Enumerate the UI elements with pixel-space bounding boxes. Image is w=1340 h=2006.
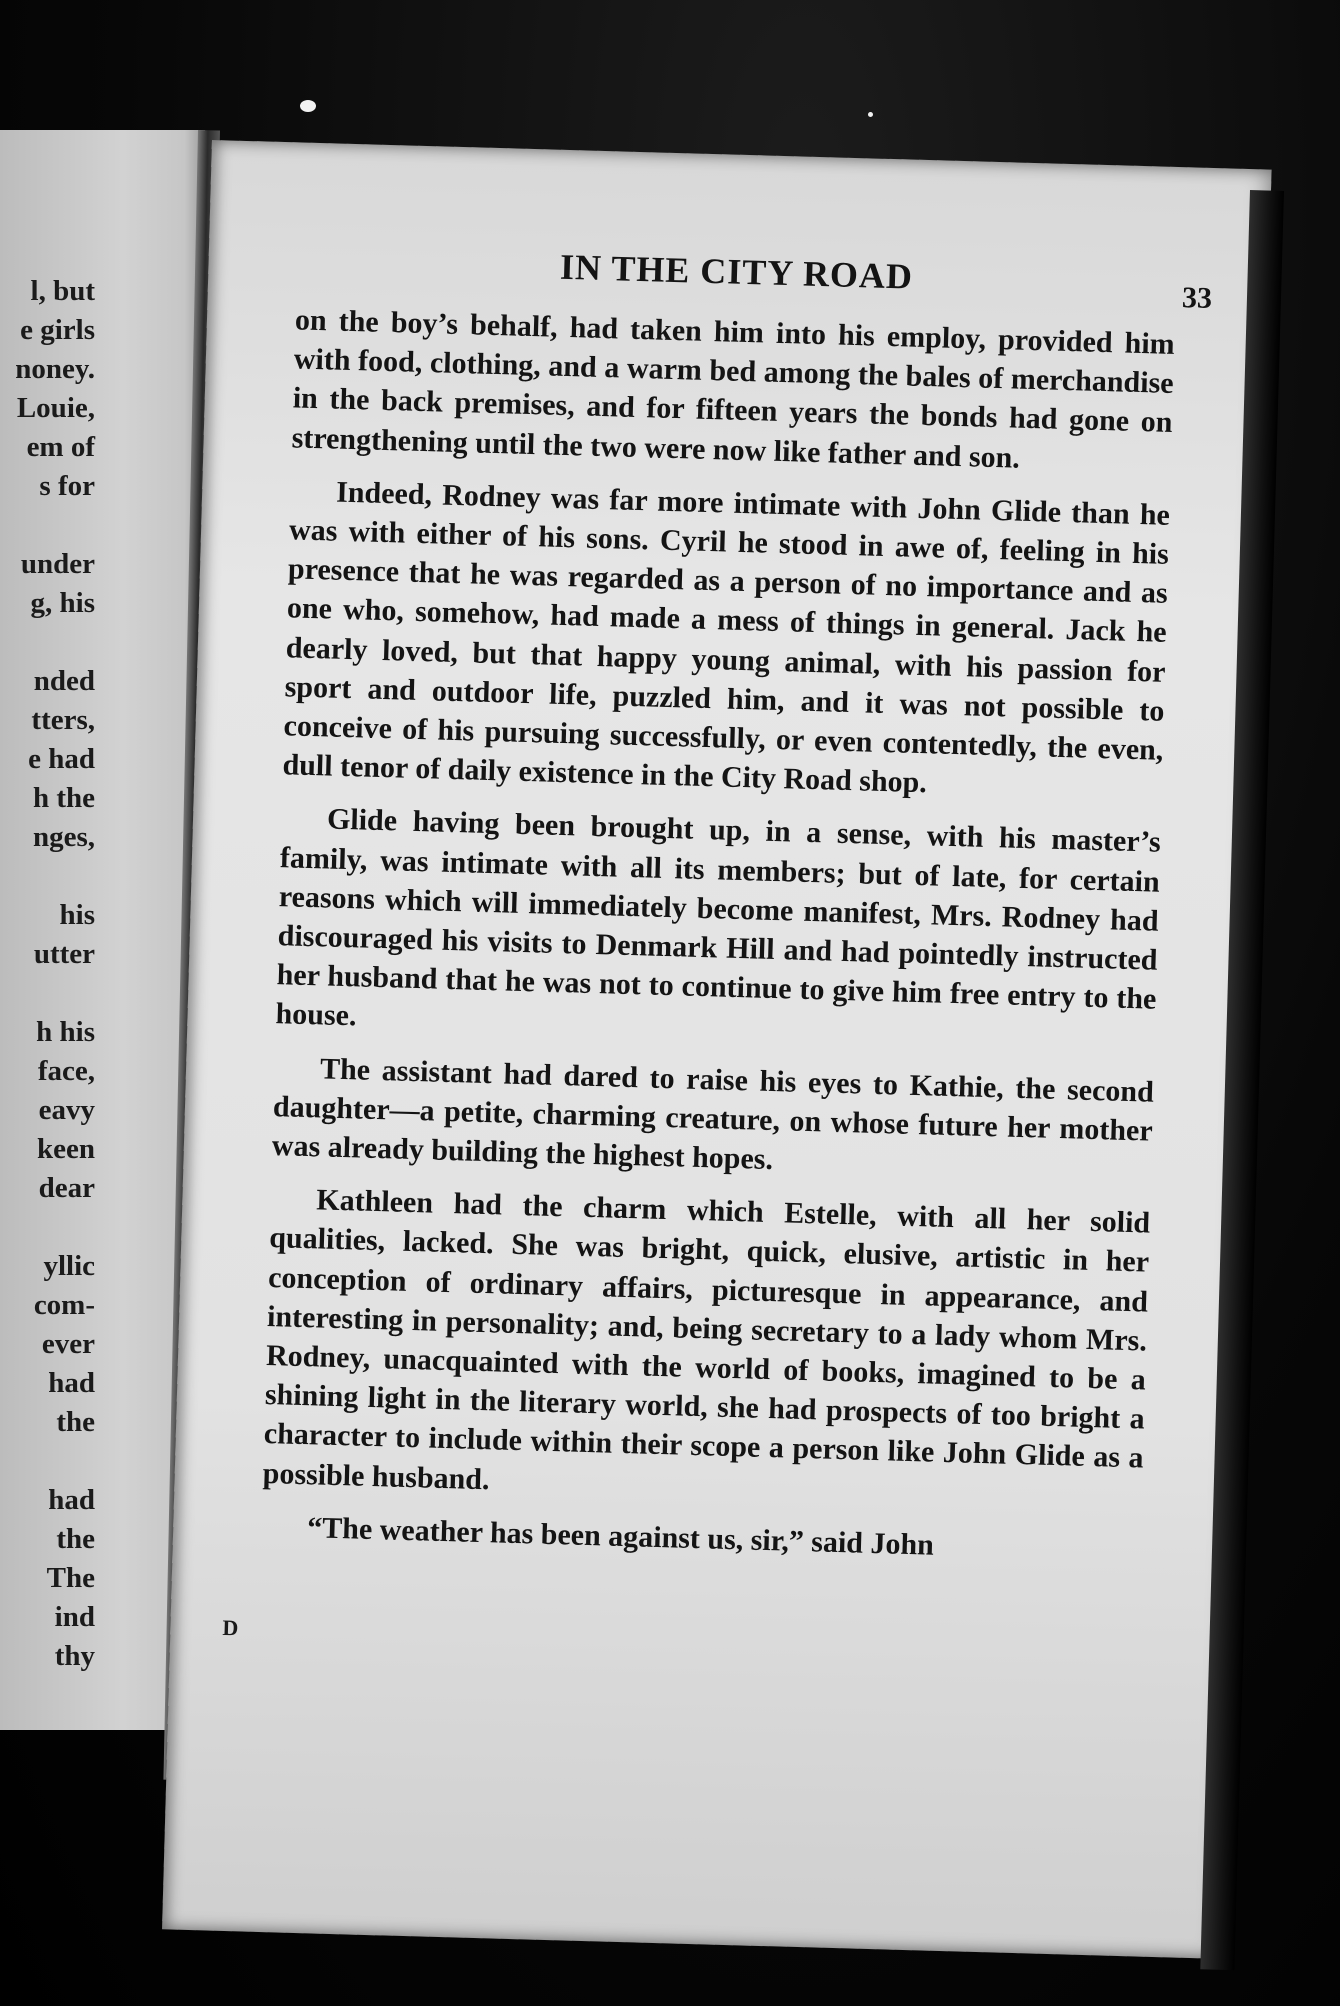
- left-page-line: e girls: [20, 314, 95, 346]
- body-text: [261, 300, 1175, 1570]
- left-page-line: ind: [54, 1601, 95, 1633]
- left-page-line: h his: [36, 1016, 95, 1048]
- left-page-line: the: [56, 1406, 95, 1438]
- paragraph: The assistant had dared to raise his eyes to Kathie, the second daughter—a petite, charming creature, on whose future her mother was already building the highest hopes.: [271, 1052, 1155, 1177]
- left-page-line: nded: [33, 665, 95, 697]
- left-page-line: Louie,: [16, 392, 95, 424]
- left-page-line: utter: [33, 938, 95, 970]
- left-page-line: [0, 506, 95, 545]
- left-page-line: had: [48, 1367, 95, 1399]
- left-page-line: tters,: [31, 704, 95, 736]
- page-content: [261, 238, 1213, 1574]
- paragraph: Kathleen had the charm which Estelle, with all her solid qualities, lacked. She was bright, quick, elusive, artistic in her conception of ordinary affairs, picturesque in appearance, and interesting in personality; and, being secretary to a lady whom Mrs. Rodney, unacquainted with the world of books, imagined to be a shining light in the literary world, she had prospects of too bright a character to include within their scope a person like John Glide as a possible husband.: [262, 1183, 1151, 1496]
- left-page-line: [0, 1208, 95, 1247]
- left-page-line: com-: [33, 1289, 95, 1321]
- left-page-line: thy: [54, 1640, 95, 1672]
- paragraph: Indeed, Rodney was far more intimate with John Glide than he was with either of his sons. Cyril he stood in awe of, feeling in his presence that he was regarded as a person of no importance and as one who, somehow, had made a mess of things in general. Jack he dearly loved, but that happy young animal, with his passion for sport and outdoor life, puzzled him, and it was not possible to conceive of his pursuing successfully, or even contentedly, the even, dull tenor of daily existence in the City Road shop.: [282, 475, 1171, 800]
- left-page-text: [0, 272, 95, 1676]
- paragraph: Glide having been brought up, in a sense, with his master’s family, was intimate with all its members; but of late, for certain reasons which will immediately become manifest, Mrs. Rodney had discouraged his visits to Denmark Hill and had pointedly instructed her husband that he was not to continue to give him free entry to the house.: [275, 802, 1162, 1033]
- left-page-line: eavy: [38, 1094, 95, 1126]
- dust-speck: [300, 100, 316, 112]
- left-page-line: l, but: [30, 275, 95, 307]
- left-page-line: [0, 623, 95, 662]
- paragraph: on the boy’s behalf, had taken him into his employ, provided him with food, clothing, and a warm bed among the bales of merchandise in the back premises, and for fifteen years the bonds had gone on strengthening until the two were now like father and son.: [291, 303, 1176, 475]
- running-title: IN THE CITY ROAD: [559, 246, 914, 297]
- book-page: [162, 140, 1272, 1959]
- left-page-line: [0, 1442, 95, 1481]
- left-page-line: keen: [37, 1133, 95, 1165]
- left-page-line: g, his: [30, 587, 95, 619]
- signature-mark: D: [222, 1614, 239, 1641]
- left-page-line: ever: [41, 1328, 95, 1360]
- left-page-line: h the: [32, 782, 95, 814]
- left-page-line: his: [59, 899, 95, 931]
- left-page-line: [0, 974, 95, 1013]
- left-page-line: dear: [38, 1172, 95, 1204]
- left-page-line: s for: [39, 470, 95, 502]
- paragraph: “The weather has been against us, sir,” said John: [306, 1511, 935, 1562]
- page-number: 33: [1181, 281, 1213, 315]
- left-page-line: face,: [37, 1055, 95, 1087]
- left-page-line: yllic: [43, 1250, 95, 1282]
- left-page-line: e had: [28, 743, 95, 775]
- left-page-line: [0, 857, 95, 896]
- left-page-line: nges,: [32, 821, 95, 853]
- left-page-line: noney.: [15, 353, 95, 385]
- left-page-line: em of: [26, 431, 95, 463]
- left-page-line: the: [56, 1523, 95, 1555]
- left-page-line: The: [46, 1562, 95, 1594]
- left-page-line: under: [20, 548, 95, 580]
- left-page-line: had: [48, 1484, 95, 1516]
- dust-speck: [868, 112, 873, 117]
